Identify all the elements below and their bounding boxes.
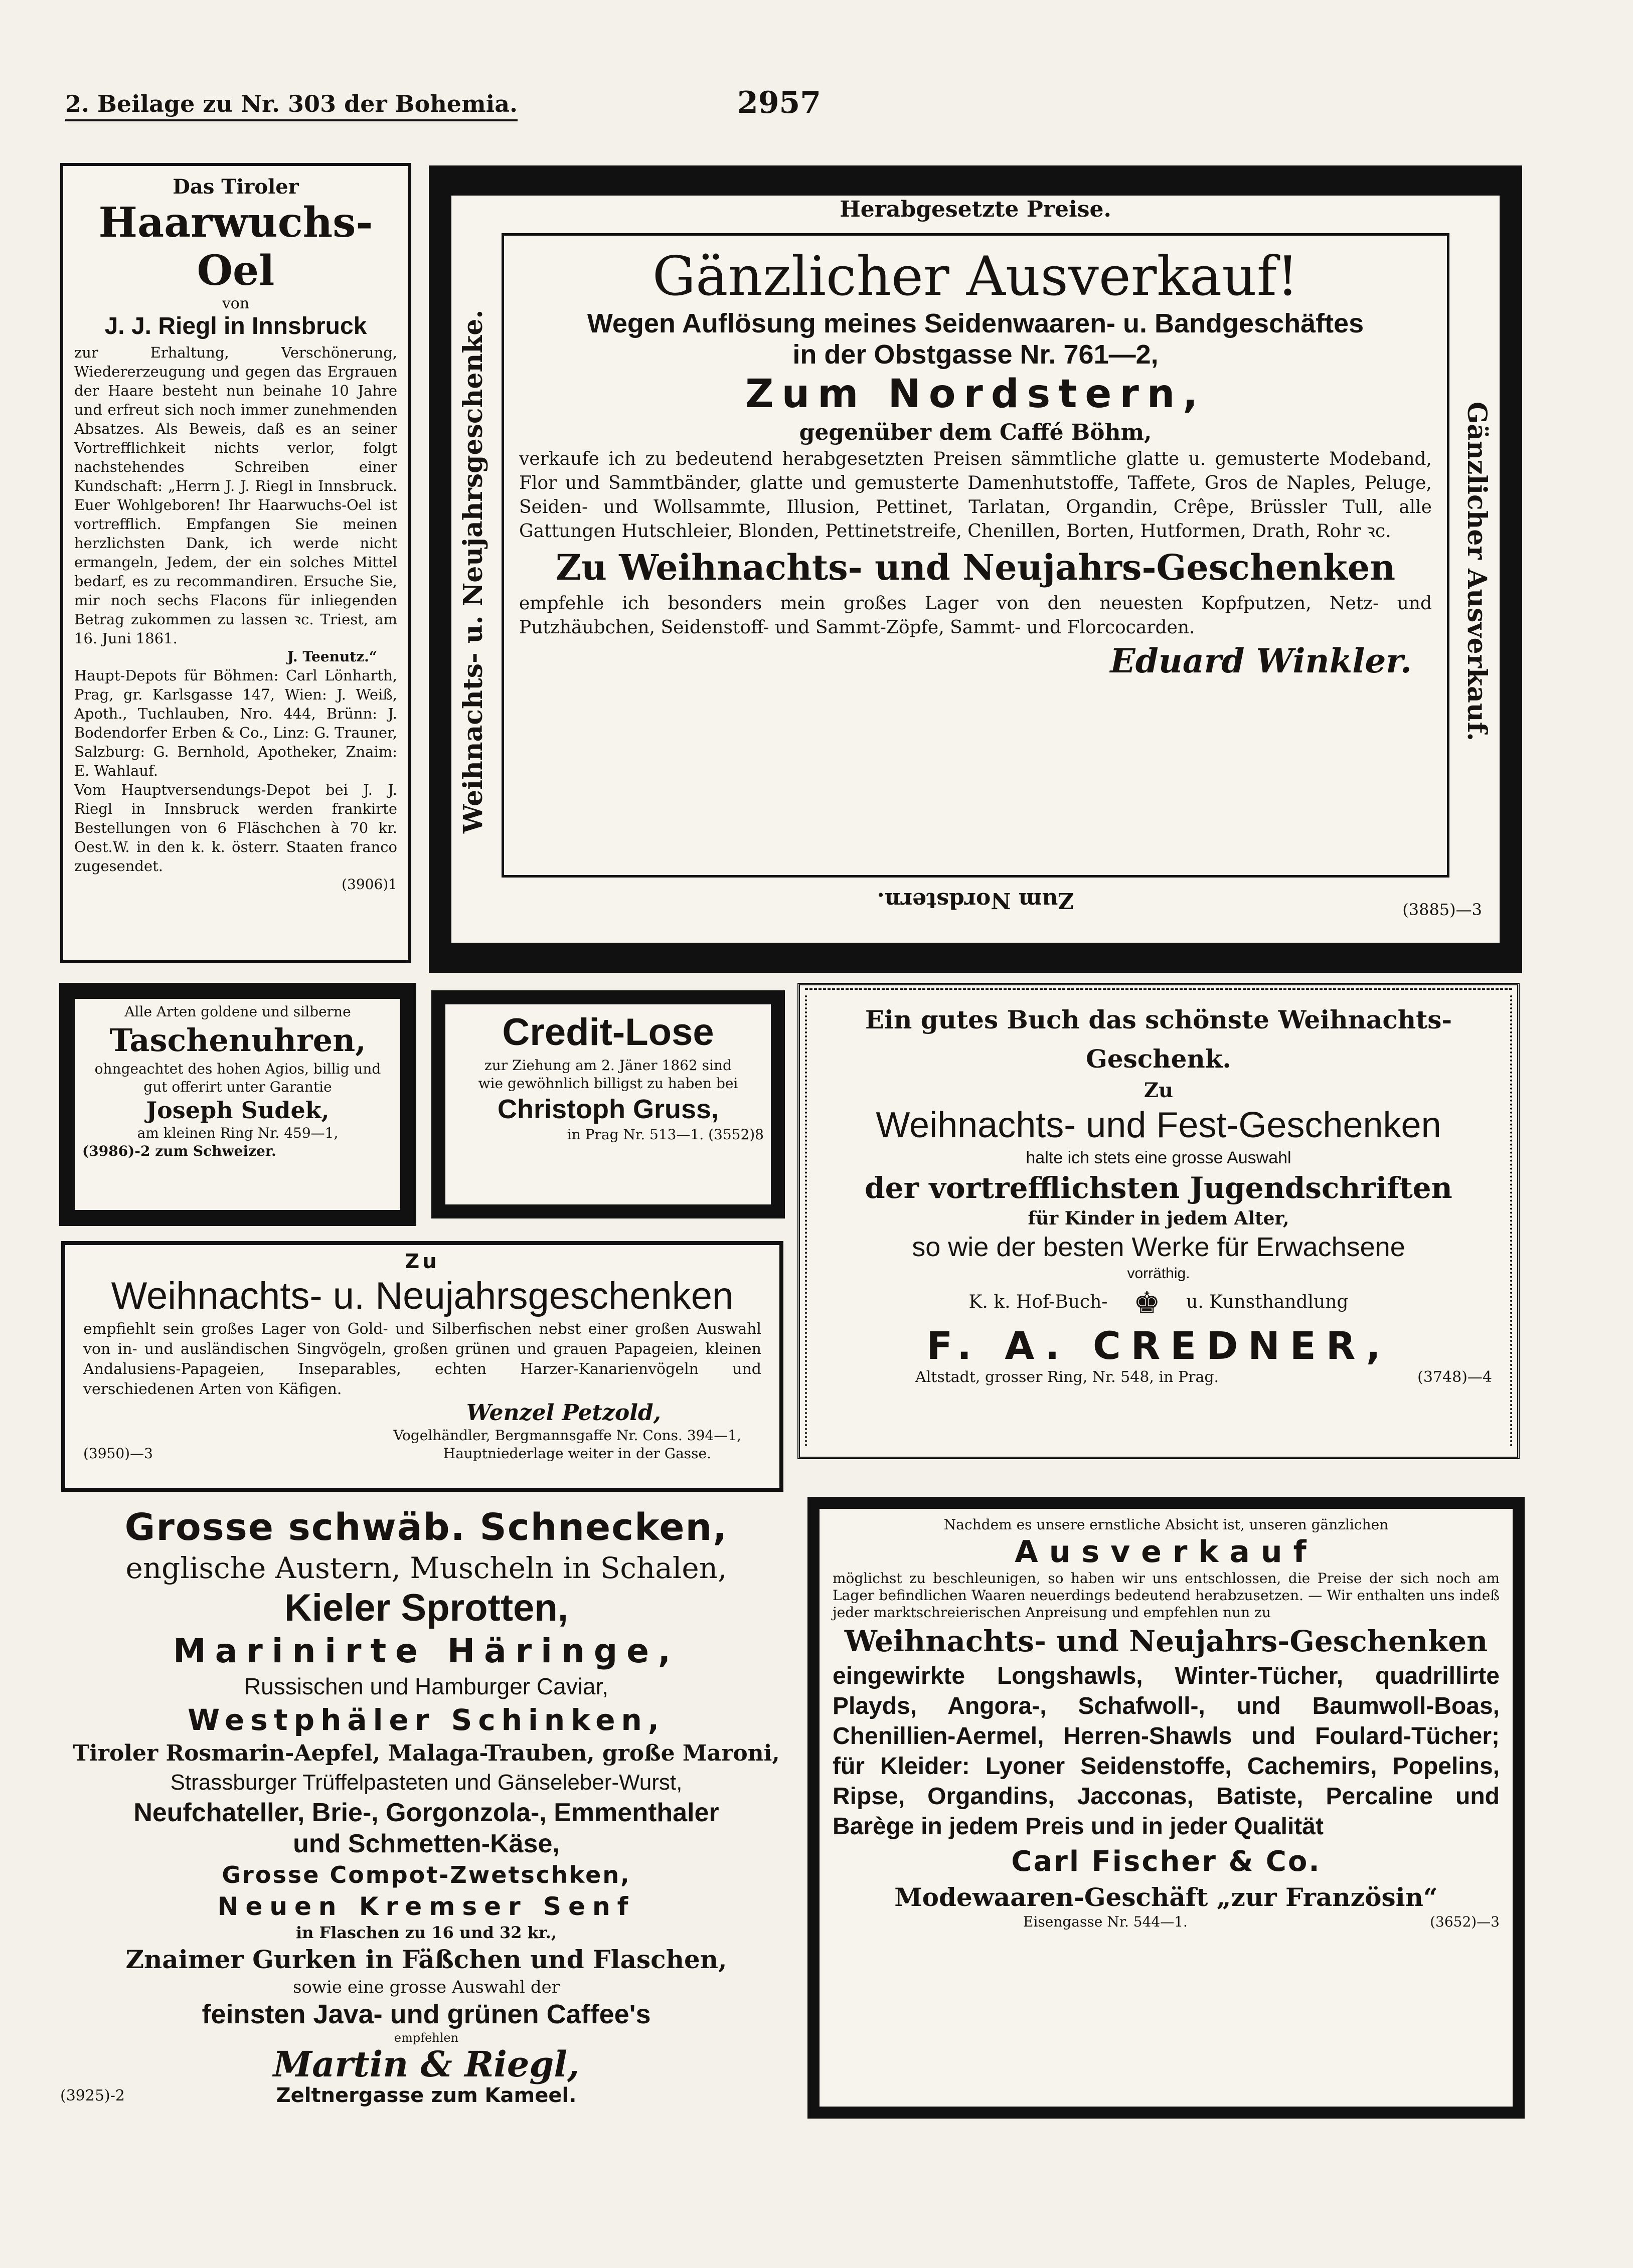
credner-name: F. A. CREDNER, — [926, 1323, 1391, 1368]
gruss-line4: in Prag Nr. 513—1. (3552)8 — [567, 1126, 764, 1143]
ad-credner — [797, 983, 1520, 1459]
page-number: 2957 — [737, 85, 821, 120]
riegl-line5: Russischen und Hamburger Caviar, — [244, 1673, 609, 1699]
fischer-footer — [833, 1913, 1500, 1933]
credner-ref: (3748)—4 — [1417, 1368, 1492, 1386]
tiroler-body: zur Erhaltung, Verschönerung, Wiedererzeugung und gegen das Ergrauen der Haare besteht nun beinahe 10 Jahre und erfreut sich noch immer zunehmenden Absatzes. Als Beweis, daß es an seiner Vortrefflichkeit nichts verlor, folgt nachstehendes Schreiben einer Kundschaft: „Herrn J. J. Riegl in Innsbruck. Euer Wohlgeboren! Ihr Haarwuchs-Oel ist vortrefflich. Empfangen Sie meinen herzlichsten Dank, ich werde nicht ermangeln, Jedem, der ein solches Mittel bedarf, es zu recommandiren. Ersuche Sie, mir noch sechs Flacons für inliegenden Betrag zukommen zu lassen ꝛc. Triest, am 16. Juni 1861. — [74, 344, 397, 647]
fischer-line7: Eisengasse Nr. 544—1. — [1023, 1913, 1188, 1930]
credner-ornament-left — [805, 995, 815, 1447]
riegl-line14: Znaimer Gurken in Fäßchen und Flaschen, — [125, 1945, 727, 1974]
ad-petzold — [61, 1241, 783, 1492]
tiroler-signature: J. Teenutz.“ — [287, 648, 377, 665]
fischer-ref: (3652)—3 — [1430, 1913, 1500, 1930]
sudek-line5: am kleinen Ring Nr. 459—1, — [137, 1125, 339, 1141]
petzold-zu: Zu — [405, 1250, 440, 1273]
riegl-line9: Neufchateller, Brie-, Gorgonzola-, Emmenthaler — [133, 1798, 719, 1827]
credner-line11: Altstadt, grosser Ring, Nr. 548, in Prag. — [915, 1368, 1219, 1386]
tiroler-maker: J. J. Riegl in Innsbruck — [104, 313, 367, 339]
credner-line9b: u. Kunsthandlung — [1186, 1292, 1349, 1312]
tiroler-ref: (3906)1 — [342, 876, 397, 893]
tiroler-title: Haarwuchs-Oel — [98, 199, 373, 295]
ad-gruss — [431, 990, 785, 1218]
gruss-paper — [445, 1004, 771, 1204]
sudek-title: Taschenuhren, — [109, 1022, 366, 1059]
petzold-signature: Wenzel Petzold, — [466, 1400, 661, 1426]
ad-winkler — [429, 165, 1522, 973]
fischer-name: Carl Fischer & Co. — [1011, 1845, 1321, 1878]
fischer-body: möglichst zu beschleunigen, so haben wir uns entschlossen, die Preise der sich noch am Lager befindlichen Waaren neuerdings bedeutend herabzusetzen. — Wir enthalten uns indeß jeder marktschreierischen Anpreisung und empfehlen nun zu — [833, 1570, 1500, 1621]
riegl-ref: (3925)-2 — [60, 2087, 125, 2105]
riegl-line3: Kieler Sprotten, — [284, 1587, 568, 1629]
credner-line4: halte ich stets eine grosse Auswahl — [1026, 1148, 1291, 1167]
petzold-ref: (3950)—3 — [83, 1445, 153, 1462]
credner-line3: Weihnachts- und Fest-Geschenken — [876, 1105, 1441, 1145]
winkler-right-vertical: Gänzlicher Ausverkauf. — [1461, 402, 1492, 742]
petzold-line4: Hauptniederlage weiter in der Gasse. — [443, 1445, 711, 1462]
tiroler-line1: Das Tiroler — [173, 175, 299, 199]
winkler-body: verkaufe ich zu bedeutend herabgesetzten Preisen sämmtliche glatte u. gemusterte Modeband, Flor und Sammtbänder, glatte und gemusterte Damenhutstoffe, Taffete, Gros de Naples, Peluge, Seiden- und Wollsammte, Illusion, Pettinet, Tarlatan, Organdin, Crêpe, Brüssler Tull, alle Gattungen Hutschleier, Blonden, Pettinetstreife, Chenillen, Borten, Hutformen, Drath, Rohr ꝛc. — [519, 449, 1432, 542]
sudek-paper — [75, 999, 400, 1210]
gruss-title: Credit-Lose — [502, 1011, 714, 1054]
fischer-paper — [820, 1509, 1513, 2107]
tiroler-von: von — [222, 295, 250, 312]
riegl-line13: in Flaschen zu 16 und 32 kr., — [295, 1923, 557, 1942]
winkler-left-vertical: Weihnachts- u. Neujahrsgeschenke. — [458, 309, 488, 834]
winkler-bottom-inverted: Zum Nordstern. — [877, 888, 1074, 913]
riegl-line7: Tiroler Rosmarin-Aepfel, Malaga-Trauben, große Maroni, — [73, 1740, 780, 1766]
riegl-line19: Zeltnergasse zum Kameel. — [276, 2084, 577, 2107]
fischer-ausverkauf: Ausverkauf — [1015, 1534, 1318, 1569]
riegl-line4: Marinirte Häringe, — [173, 1632, 680, 1670]
sudek-name: Joseph Sudek, — [146, 1097, 330, 1124]
winkler-body2: empfehle ich besonders mein großes Lager von den neuesten Kopfputzen, Netz- und Putzhäubchen, Seidenstoff- und Sammt-Zöpfe, Sammt- und Florcocarden. — [519, 593, 1432, 638]
fischer-line6: Modewaaren-Geschäft „zur Französin“ — [894, 1882, 1438, 1912]
riegl-line11: Grosse Compot-Zwetschken, — [222, 1861, 631, 1888]
credner-hof-line — [825, 1282, 1492, 1323]
tiroler-shipping: Vom Hauptversendungs-Depot bei J. J. Riegl in Innsbruck werden frankirte Bestellungen von 6 Fläschchen à 70 kr. Oest.W. in den k. k. österr. Staaten franco zugesendet. — [74, 781, 397, 875]
sudek-line1: Alle Arten goldene und silberne — [124, 1003, 351, 1020]
fischer-line1: Nachdem es unsere ernstliche Absicht ist, unseren gänzlichen — [943, 1516, 1389, 1533]
winkler-line2: in der Obstgasse Nr. 761—2, — [792, 339, 1159, 370]
riegl-line2: englische Austern, Muscheln in Schalen, — [125, 1551, 727, 1585]
riegl-line1: Grosse schwäb. Schnecken, — [124, 1506, 728, 1549]
winkler-line1: Wegen Auflösung meines Seidenwaaren- u. Bandgeschäftes — [587, 308, 1364, 338]
eagle-icon: ♚ — [1133, 1286, 1161, 1321]
tiroler-depots: Haupt-Depots für Böhmen: Carl Lönharth, Prag, gr. Karlsgasse 147, Wien: J. Weiß, Apoth., Tuchlauben, Nro. 444, Brünn: J. Bodendorfer Erben & Co., Linz: G. Trauner, Salzburg: G. Bernhold, Apotheker, Znaim: E. Wahlauf. — [74, 667, 397, 779]
ad-fischer — [807, 1497, 1525, 2119]
gruss-line2: zur Ziehung am 2. Jäner 1862 sind wie gewöhnlich billigst zu haben bei — [478, 1057, 738, 1092]
riegl-line15: sowie eine grosse Auswahl der — [293, 1977, 560, 1997]
riegl-line10: und Schmetten-Käse, — [293, 1829, 560, 1858]
riegl-line16: feinsten Java- und grünen Caffee's — [202, 1999, 651, 2029]
winkler-ref: (3885)—3 — [1402, 900, 1482, 919]
winkler-line4: gegenüber dem Caffé Böhm, — [799, 420, 1152, 445]
petzold-footer — [83, 1445, 761, 1465]
fischer-line3: Weihnachts- und Neujahrs-Geschenken — [844, 1624, 1488, 1658]
winkler-nordstern: Zum Nordstern, — [745, 372, 1206, 417]
winkler-signature: Eduard Winkler. — [1110, 641, 1412, 680]
credner-ornament-top — [805, 988, 1512, 996]
petzold-body: empfiehlt sein großes Lager von Gold- und Silberfischen nebst einer großen Auswahl von in- und ausländischen Singvögeln, großen grünen und grauen Papageien, kleinen Andalusiens-Papageien, Inseparables, echten Harzer-Kanarienvögeln und verschiedenen Arten von Käfigen. — [83, 1320, 761, 1398]
credner-line9a: K. k. Hof-Buch- — [968, 1292, 1108, 1312]
credner-line1: Ein gutes Buch das schönste Weihnachts-Geschenk. — [865, 1005, 1452, 1074]
riegl-line12: Neuen Kremser Senf — [217, 1892, 635, 1921]
riegl-footer — [60, 2084, 792, 2108]
credner-footer — [825, 1368, 1492, 1388]
credner-line7: so wie der besten Werke für Erwachsene — [912, 1232, 1405, 1262]
credner-line6: für Kinder in jedem Alter, — [1028, 1208, 1289, 1229]
fischer-line4: eingewirkte Longshawls, Winter-Tücher, quadrillirte Playds, Angora-, Schafwoll-, und Baumwoll-Boas, Chenillien-Aermel, Herren-Shawls und Foulard-Tücher; für Kleider: Lyoner Seidenstoffe, Cachemirs, Popelins, Ripse, Organdins, Jacconas, Batiste, Percaline und Barège in jedem Preis und in jeder Qualität — [833, 1663, 1500, 1840]
ad-tiroler-haarwuchs — [60, 163, 411, 963]
winkler-line5: Zu Weihnachts- und Neujahrs-Geschenken — [555, 547, 1396, 588]
supplement-label: 2. Beilage zu Nr. 303 der Bohemia. — [65, 90, 518, 121]
riegl-line8: Strassburger Trüffelpasteten und Gänseleber-Wurst, — [170, 1770, 683, 1795]
petzold-line3: Vogelhändler, Bergmannsgaffe Nr. Cons. 394—1, — [393, 1427, 741, 1444]
ad-martin-riegl — [60, 1504, 792, 2176]
ad-sudek — [59, 983, 416, 1226]
page-header — [65, 85, 1520, 125]
riegl-line17: empfehlen — [394, 2031, 459, 2045]
winkler-top-band: Herabgesetzte Preise. — [840, 197, 1111, 222]
sudek-line3: ohngeachtet des hohen Agios, billig und gut offerirt unter Garantie — [94, 1061, 381, 1095]
winkler-main-box — [502, 233, 1449, 878]
credner-line8: vorräthig. — [1127, 1265, 1190, 1282]
riegl-line18: Martin & Riegl, — [273, 2043, 580, 2085]
credner-zu: Zu — [1144, 1079, 1174, 1102]
petzold-title: Weihnachts- u. Neujahrsgeschenken — [111, 1275, 734, 1317]
riegl-line6: Westphäler Schinken, — [188, 1703, 665, 1737]
gruss-name: Christoph Gruss, — [497, 1094, 719, 1124]
credner-ornament-right — [1502, 995, 1512, 1447]
credner-line5: der vortrefflichsten Jugendschriften — [865, 1171, 1452, 1205]
sudek-line6: (3986)-2 zum Schweizer. — [82, 1143, 276, 1159]
winkler-headline: Gänzlicher Ausverkauf! — [652, 245, 1299, 308]
